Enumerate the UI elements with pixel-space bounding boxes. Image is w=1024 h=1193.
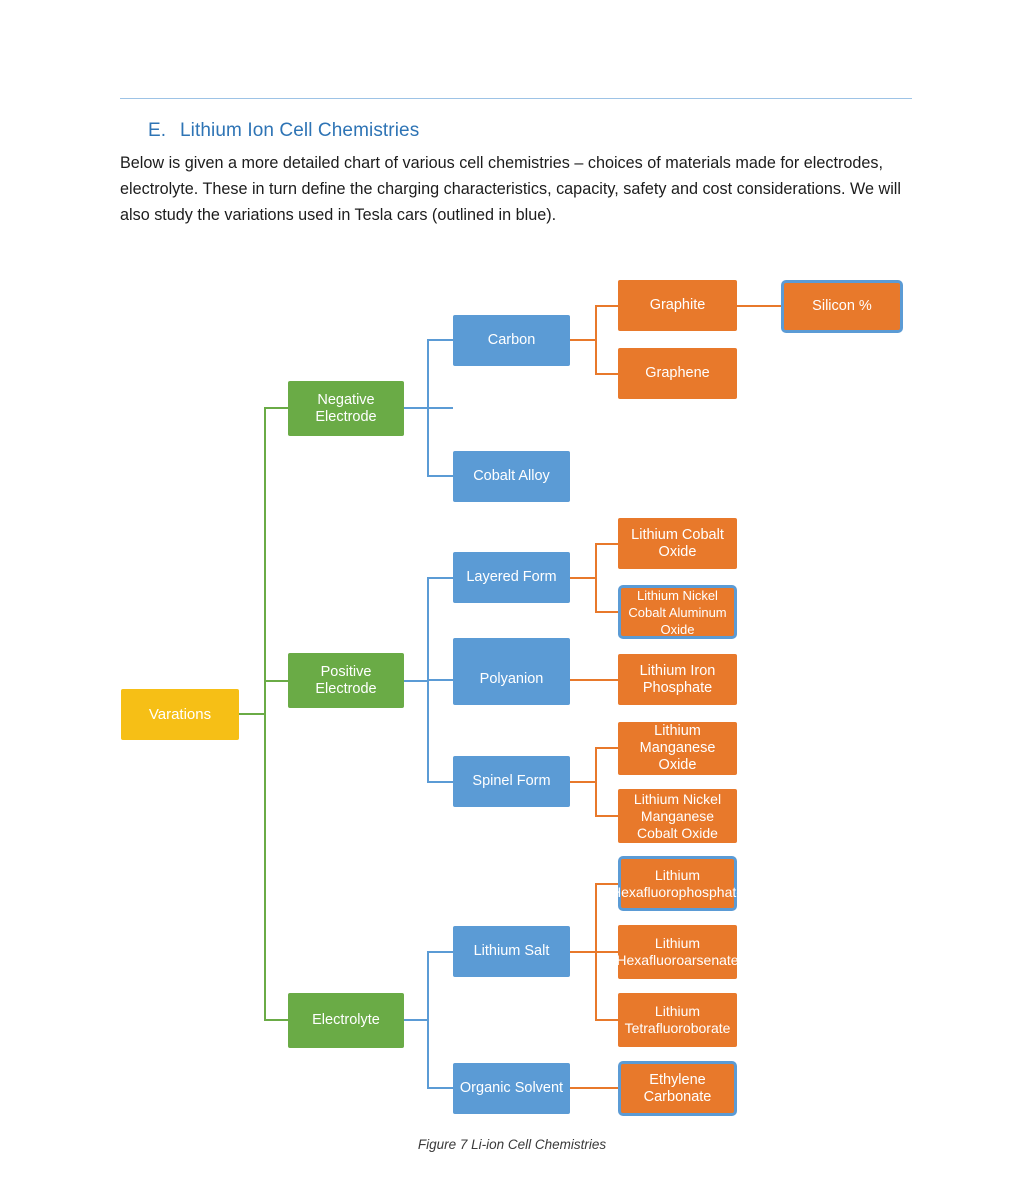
node-lithium-hexafluorophosphate[interactable]: Lithium Hexafluorophosphate bbox=[618, 856, 737, 911]
node-graphite[interactable]: Graphite bbox=[618, 280, 737, 331]
node-lithium-manganese-oxide[interactable]: Lithium Manganese Oxide bbox=[618, 722, 737, 775]
node-lithium-tetrafluoroborate[interactable]: Lithium Tetrafluoroborate bbox=[618, 993, 737, 1047]
node-graphene[interactable]: Graphene bbox=[618, 348, 737, 399]
node-organic-solvent[interactable]: Organic Solvent bbox=[453, 1063, 570, 1114]
header-divider bbox=[120, 98, 912, 99]
node-layered-form[interactable]: Layered Form bbox=[453, 552, 570, 603]
node-root[interactable]: Varations bbox=[121, 689, 239, 740]
intro-paragraph: Below is given a more detailed chart of various cell chemistries – choices of materials made for electrodes, electrolyte. These in turn define the charging characteristics, capacity, safety and cost considerations. We will also study the variations used in Tesla cars (outlined in blue). bbox=[120, 154, 901, 224]
node-lithium-nickel-manganese-cobalt-oxide[interactable]: Lithium Nickel Manganese Cobalt Oxide bbox=[618, 789, 737, 843]
node-lithium-salt[interactable]: Lithium Salt bbox=[453, 926, 570, 977]
heading-number: E. bbox=[148, 120, 167, 141]
node-lithium-cobalt-oxide[interactable]: Lithium Cobalt Oxide bbox=[618, 518, 737, 569]
node-lithium-iron-phosphate[interactable]: Lithium Iron Phosphate bbox=[618, 654, 737, 705]
node-electrolyte[interactable]: Electrolyte bbox=[288, 993, 404, 1048]
page-heading bbox=[120, 120, 920, 142]
figure-caption: Figure 7 Li-ion Cell Chemistries bbox=[417, 1137, 607, 1152]
node-negative-electrode[interactable]: Negative Electrode bbox=[288, 381, 404, 436]
node-lithium-hexafluoroarsenate[interactable]: Lithium Hexafluoroarsenate bbox=[618, 925, 737, 979]
node-polyanion[interactable]: Polyanion bbox=[453, 654, 570, 705]
node-silicon-percent[interactable]: Silicon % bbox=[781, 280, 903, 333]
node-cobalt-alloy[interactable]: Cobalt Alloy bbox=[453, 451, 570, 502]
node-carbon[interactable]: Carbon bbox=[453, 315, 570, 366]
node-lithium-nickel-cobalt-aluminum-oxide[interactable]: Lithium Nickel Cobalt Aluminum Oxide bbox=[618, 585, 737, 639]
heading-title: Lithium Ion Cell Chemistries bbox=[180, 120, 420, 141]
node-spinel-form[interactable]: Spinel Form bbox=[453, 756, 570, 807]
node-positive-electrode[interactable]: Positive Electrode bbox=[288, 653, 404, 708]
figure-diagram bbox=[0, 255, 1024, 1135]
node-ethylene-carbonate[interactable]: Ethylene Carbonate bbox=[618, 1061, 737, 1116]
